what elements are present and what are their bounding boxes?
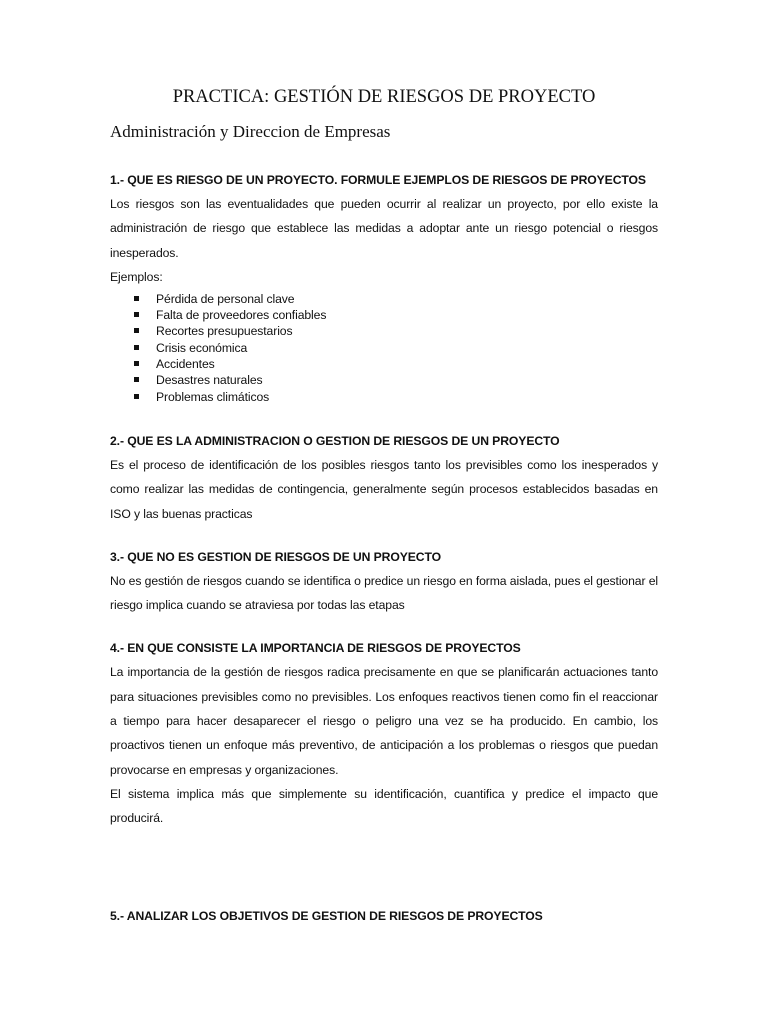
list-item-text: Problemas climáticos	[156, 389, 270, 404]
list-item	[132, 291, 658, 307]
section-heading: 1.- QUE ES RIESGO DE UN PROYECTO. FORMULE EJEMPLOS DE RIESGOS DE PROYECTOS	[110, 173, 646, 187]
section-paragraph-2: El sistema implica más que simplemente su identificación, cuantifica y predice el impacto que producirá.	[110, 786, 658, 826]
list-item-text: Falta de proveedores confiables	[156, 308, 327, 323]
section-paragraph: No es gestión de riesgos cuando se identifica o predice un riesgo en forma aislada, pues el gestionar el riesgo implica cuando se atraviesa por todas las etapas	[110, 573, 658, 613]
list-item	[132, 356, 658, 372]
document-title: PRACTICA: GESTIÓN DE RIESGOS DE PROYECTO	[172, 87, 596, 107]
section-heading: 5.- ANALIZAR LOS OBJETIVOS DE GESTION DE RIESGOS DE PROYECTOS	[110, 908, 543, 923]
section-paragraph: La importancia de la gestión de riesgos radica precisamente en que se planificarán actuaciones tanto para situaciones previsibles como no previsibles. Los enfoques reactivos tienen como fin el reaccionar a tiempo para hacer desaparecer el riesgo o peligro una vez se ha producido. En cambio, los proactivos tienen un enfoque más preventivo, de anticipación a los problemas o riesgos que puedan provocarse en empresas y organizaciones.	[110, 665, 658, 777]
bullet-square-icon	[134, 361, 139, 366]
bullet-square-icon	[134, 377, 139, 382]
examples-label: Ejemplos:	[110, 269, 163, 284]
list-item-text: Recortes presupuestarios	[156, 324, 293, 339]
list-item-text: Accidentes	[156, 357, 215, 372]
list-item	[132, 389, 658, 405]
section-4	[110, 639, 658, 830]
section-paragraph: Los riesgos son las eventualidades que pueden ocurrir al realizar un proyecto, por ello existe la administración de riesgo que establece las medidas a adoptar ante un riesgo potencial o riesgos inesperados.	[110, 197, 658, 260]
bullet-square-icon	[134, 296, 139, 301]
bullet-square-icon	[134, 328, 139, 333]
examples-list	[110, 291, 658, 405]
bullet-square-icon	[134, 394, 139, 399]
list-item	[132, 307, 658, 323]
document-subtitle: Administración y Direccion de Empresas	[110, 122, 391, 141]
list-item	[132, 340, 658, 356]
section-1	[110, 171, 658, 405]
section-5	[110, 907, 658, 925]
section-2	[110, 432, 658, 526]
list-item-text: Desastres naturales	[156, 373, 263, 388]
document-page	[110, 84, 658, 947]
section-paragraph: Es el proceso de identificación de los posibles riesgos tanto los previsibles como los inesperados y como realizar las medidas de contingencia, generalmente según procesos establecidos basadas en ISO y las buenas practicas	[110, 457, 658, 521]
bullet-square-icon	[134, 312, 139, 317]
section-heading: 4.- EN QUE CONSISTE LA IMPORTANCIA DE RIESGOS DE PROYECTOS	[110, 641, 521, 656]
bullet-square-icon	[134, 345, 139, 350]
list-item	[132, 323, 658, 339]
list-item-text: Pérdida de personal clave	[156, 291, 295, 306]
section-heading: 3.- QUE NO ES GESTION DE RIESGOS DE UN PROYECTO	[110, 549, 441, 564]
section-heading: 2.- QUE ES LA ADMINISTRACION O GESTION DE RIESGOS DE UN PROYECTO	[110, 433, 560, 448]
list-item	[132, 372, 658, 388]
section-3	[110, 548, 658, 618]
list-item-text: Crisis económica	[156, 340, 248, 355]
